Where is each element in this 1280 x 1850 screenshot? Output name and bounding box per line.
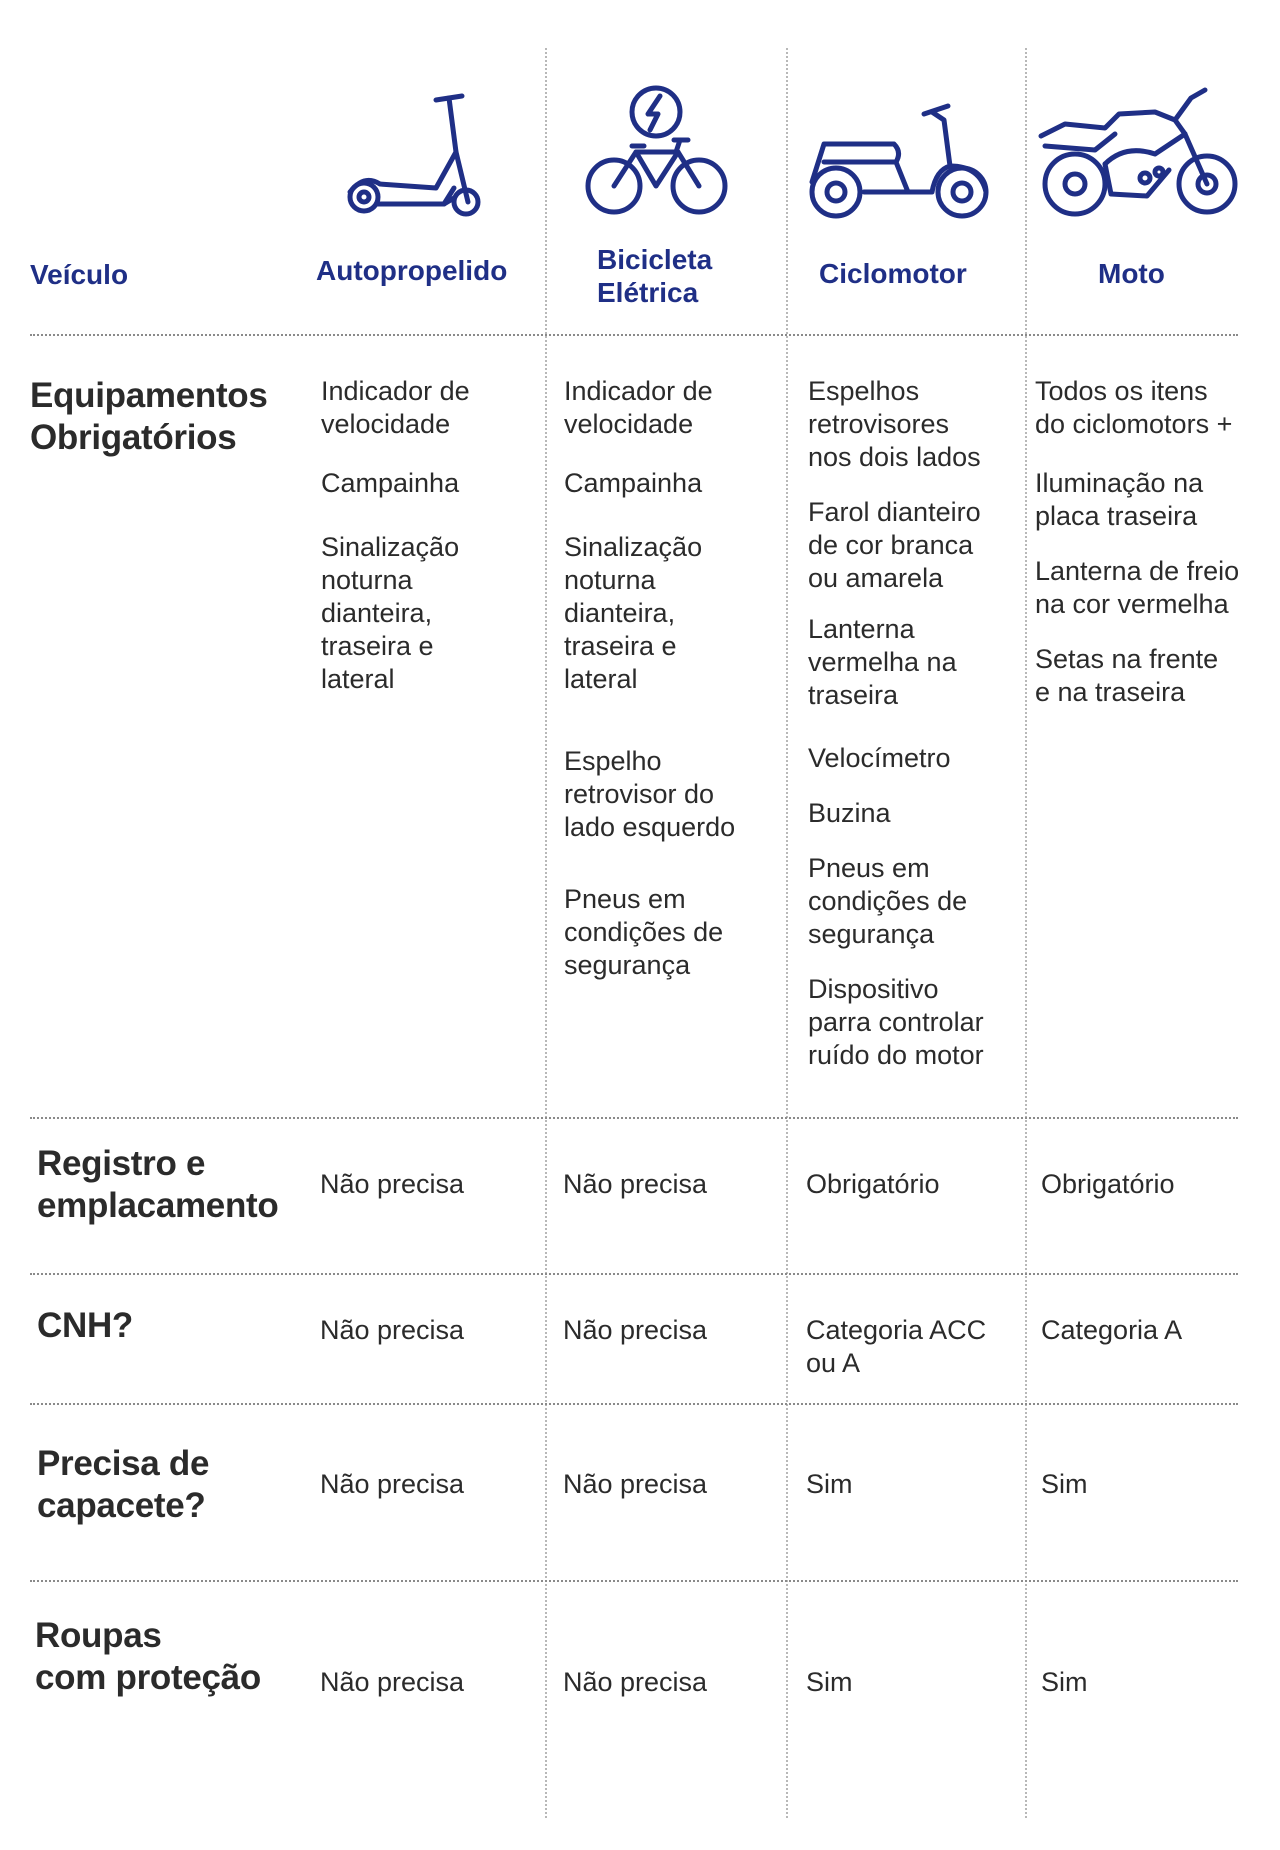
- row-divider: [30, 1580, 1238, 1582]
- column-divider: [545, 48, 547, 1818]
- registration-autopropelido: Não precisa: [320, 1169, 465, 1199]
- moped-icon: [804, 100, 994, 222]
- license-autopropelido: Não precisa: [320, 1315, 465, 1345]
- list-item: Lanterna vermelha na traseira: [808, 614, 957, 710]
- equipment-ciclomotor: [808, 375, 1023, 1072]
- clothing-autopropelido: Não precisa: [320, 1667, 465, 1697]
- clothing-bicicleta-eletrica: Não precisa: [563, 1667, 708, 1697]
- equipment-moto: [1035, 375, 1250, 709]
- equipment-bicicleta-eletrica: [564, 375, 779, 982]
- row-label-license: CNH?: [37, 1306, 134, 1345]
- list-item: Sinalização noturna dianteira, traseira e lateral: [321, 532, 460, 694]
- electric-bike-icon: [584, 84, 729, 220]
- list-item: Pneus em condições de segurança: [564, 884, 724, 980]
- equipment-autopropelido: [321, 375, 531, 696]
- header-autopropelido: Autopropelido: [316, 255, 508, 286]
- row-divider: [30, 1403, 1238, 1405]
- column-divider: [786, 48, 788, 1818]
- clothing-moto: Sim: [1041, 1667, 1088, 1697]
- list-item: Pneus em condições de segurança: [808, 853, 968, 949]
- row-label-helmet: Precisa de capacete?: [37, 1444, 210, 1525]
- row-label-equipment: Equipamentos Obrigatórios: [30, 376, 268, 457]
- column-divider: [1025, 48, 1027, 1818]
- header-ciclomotor: Ciclomotor: [819, 258, 967, 289]
- list-item: Velocímetro: [808, 743, 951, 773]
- list-item: Dispositivo parra controlar ruído do motor: [808, 974, 984, 1070]
- row-divider: [30, 1273, 1238, 1275]
- list-item: Farol dianteiro de cor branca ou amarela: [808, 497, 981, 593]
- list-item: Iluminação na placa traseira: [1035, 468, 1204, 531]
- row-divider: [30, 334, 1238, 336]
- list-item: Espelhos retrovisores nos dois lados: [808, 376, 981, 472]
- row-divider: [30, 1117, 1238, 1119]
- scooter-icon: [340, 92, 490, 222]
- list-item: Lanterna de freio na cor vermelha: [1035, 556, 1240, 619]
- registration-moto: Obrigatório: [1041, 1169, 1175, 1199]
- list-item: Campainha: [564, 468, 703, 498]
- helmet-autopropelido: Não precisa: [320, 1469, 465, 1499]
- helmet-moto: Sim: [1041, 1469, 1088, 1499]
- list-item: Espelho retrovisor do lado esquerdo: [564, 746, 736, 842]
- motorcycle-icon: [1035, 84, 1240, 220]
- registration-ciclomotor: Obrigatório: [806, 1169, 940, 1199]
- header-vehicle-label: Veículo: [30, 259, 129, 290]
- list-item: Buzina: [808, 798, 891, 828]
- list-item: Campainha: [321, 468, 460, 498]
- helmet-ciclomotor: Sim: [806, 1469, 853, 1499]
- helmet-bicicleta-eletrica: Não precisa: [563, 1469, 708, 1499]
- registration-bicicleta-eletrica: Não precisa: [563, 1169, 708, 1199]
- row-label-clothing: Roupas com proteção: [35, 1616, 261, 1697]
- license-ciclomotor: Categoria ACC ou A: [806, 1315, 987, 1378]
- list-item: Indicador de velocidade: [321, 376, 470, 439]
- list-item: Todos os itens do ciclomotors +: [1035, 376, 1233, 439]
- list-item: Sinalização noturna dianteira, traseira e lateral: [564, 532, 703, 694]
- clothing-ciclomotor: Sim: [806, 1667, 853, 1697]
- header-bicicleta-eletrica: Bicicleta Elétrica: [597, 244, 713, 308]
- list-item: Indicador de velocidade: [564, 376, 713, 439]
- license-moto: Categoria A: [1041, 1315, 1183, 1345]
- header-moto: Moto: [1098, 258, 1165, 289]
- row-label-registration: Registro e emplacamento: [37, 1144, 279, 1225]
- list-item: Setas na frente e na traseira: [1035, 644, 1219, 707]
- license-bicicleta-eletrica: Não precisa: [563, 1315, 708, 1345]
